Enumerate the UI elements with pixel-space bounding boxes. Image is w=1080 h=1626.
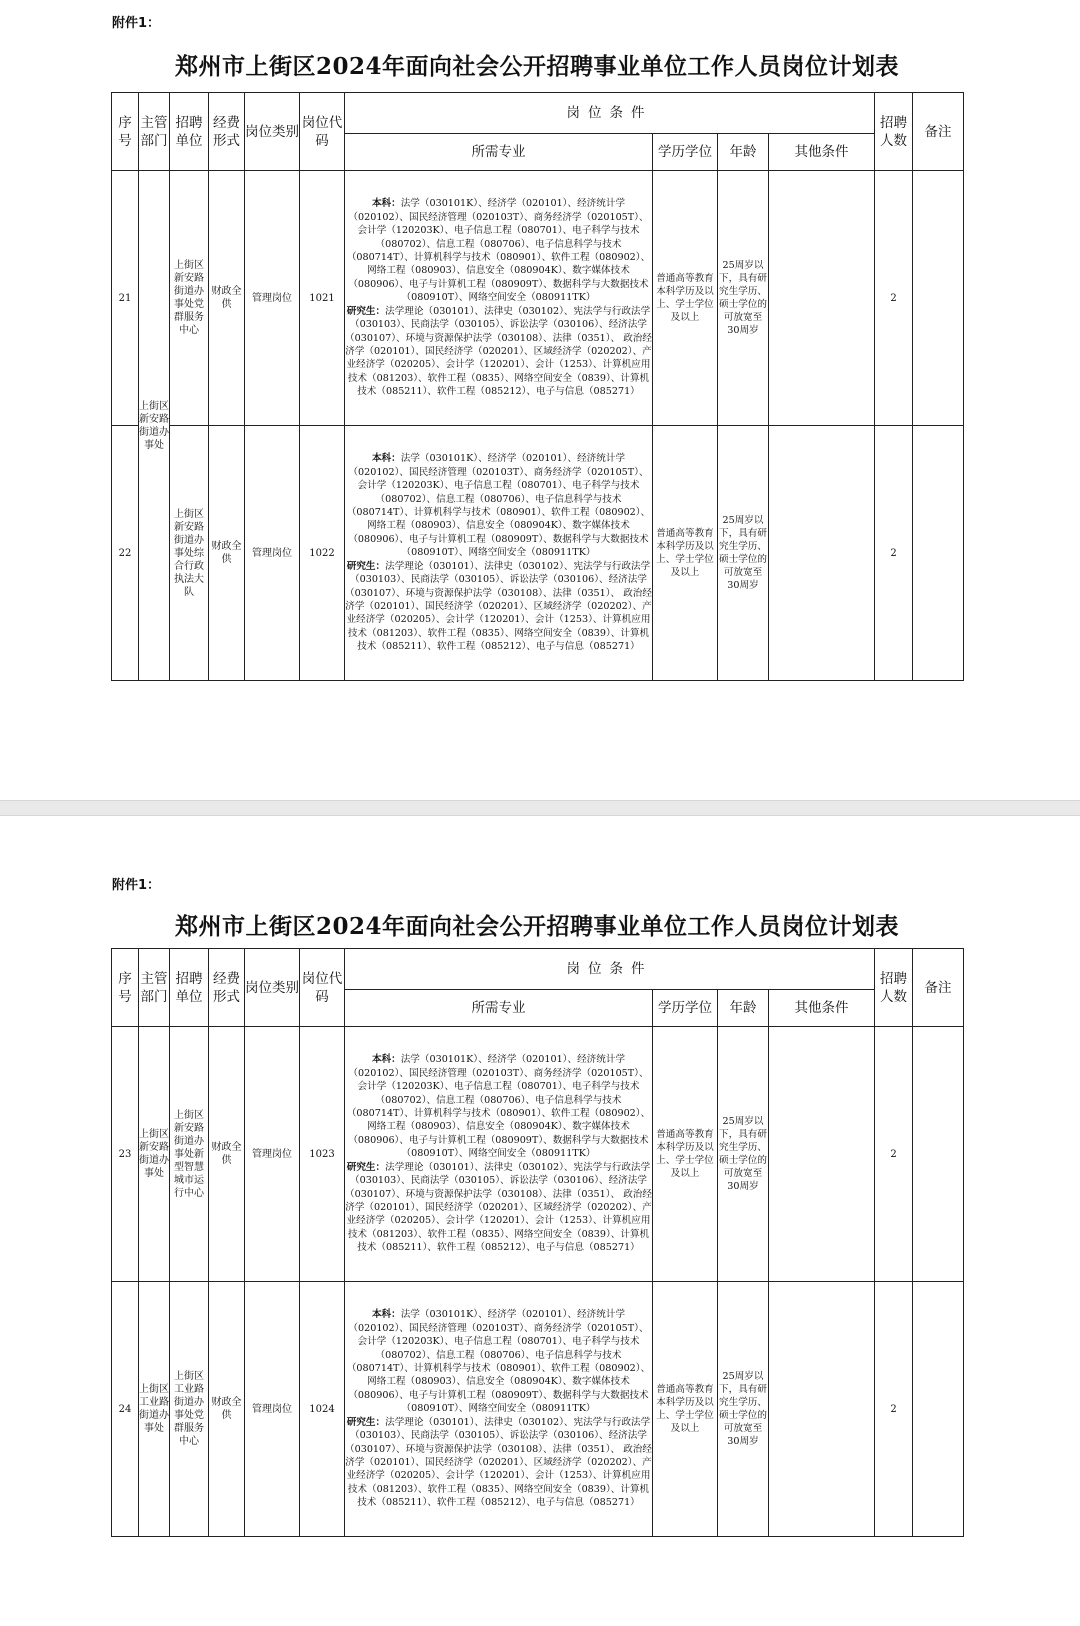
funding-cell: 财政全供 [209, 1282, 245, 1537]
table-row [112, 1282, 964, 1537]
header-age: 年龄 [718, 990, 769, 1027]
bachelor-majors: 法学（030101K）、经济学（020101）、经济统计学（020102）、国民经济管理（020103T）、商务经济学（020105T）、会计学（120203K）、电子信息工程（080701）、电子科学与技术（080702）、信息工程（080706）、电子信息科学与技术（080714T）、计算机科学与技术（080901）、软件工程（080902）、网络工程（080903）、信息安全（080904K）、数字媒体技术（080906）、电子与计算机工程（080909T）、数据科学与大数据技术（080910T）、网络空间安全（080911TK） [346, 198, 651, 304]
dept-cell: 上街区新安路街道办事处 [139, 1027, 170, 1282]
header-funding: 经费形式 [209, 949, 245, 1027]
education-cell: 普通高等教育本科学历及以上、学士学位及以上 [653, 426, 718, 681]
count-cell: 2 [875, 1282, 913, 1537]
graduate-label: 研究生： [346, 305, 386, 317]
graduate-label: 研究生： [346, 1416, 386, 1428]
graduate-label: 研究生： [346, 1161, 386, 1173]
header-dept: 主管部门 [139, 93, 170, 171]
document-page-2 [0, 816, 1080, 1626]
other-cell [769, 426, 875, 681]
funding-cell: 财政全供 [209, 426, 245, 681]
category-cell: 管理岗位 [245, 1027, 300, 1282]
code-cell: 1024 [300, 1282, 345, 1537]
age-cell: 25周岁以下，具有研究生学历、硕士学位的可放宽至30周岁 [718, 171, 769, 426]
header-funding: 经费形式 [209, 93, 245, 171]
table-row [112, 426, 964, 681]
header-age: 年龄 [718, 134, 769, 171]
header-other: 其他条件 [769, 134, 875, 171]
funding-cell: 财政全供 [209, 1027, 245, 1282]
other-cell [769, 1027, 875, 1282]
category-cell: 管理岗位 [245, 171, 300, 426]
header-education: 学历学位 [653, 990, 718, 1027]
remark-cell [913, 1027, 964, 1282]
unit-cell: 上街区新安路街道办事处综合行政执法大队 [170, 426, 209, 681]
header-major: 所需专业 [345, 134, 653, 171]
category-cell: 管理岗位 [245, 426, 300, 681]
other-cell [769, 1282, 875, 1537]
bachelor-majors: 法学（030101K）、经济学（020101）、经济统计学（020102）、国民经济管理（020103T）、商务经济学（020105T）、会计学（120203K）、电子信息工程（080701）、电子科学与技术（080702）、信息工程（080706）、电子信息科学与技术（080714T）、计算机科学与技术（080901）、软件工程（080902）、网络工程（080903）、信息安全（080904K）、数字媒体技术（080906）、电子与计算机工程（080909T）、数据科学与大数据技术（080910T）、网络空间安全（080911TK） [346, 1054, 651, 1160]
header-code: 岗位代码 [300, 949, 345, 1027]
plan-table [111, 948, 964, 1537]
education-cell: 普通高等教育本科学历及以上、学士学位及以上 [653, 1027, 718, 1282]
page-separator [0, 800, 1080, 816]
major-cell [345, 171, 653, 426]
header-remark: 备注 [913, 949, 964, 1027]
bachelor-label: 本科： [371, 1054, 401, 1066]
header-conditions: 岗位条件 [345, 949, 875, 990]
graduate-label: 研究生： [346, 560, 386, 572]
attachment-label: 附件1： [112, 878, 161, 893]
bachelor-label: 本科： [371, 453, 401, 465]
dept-cell: 上街区工业路街道办事处 [139, 1282, 170, 1537]
header-category: 岗位类别 [245, 93, 300, 171]
code-cell: 1021 [300, 171, 345, 426]
bachelor-label: 本科： [371, 1309, 401, 1321]
seq-cell: 21 [112, 171, 139, 426]
remark-cell [913, 171, 964, 426]
header-unit: 招聘单位 [170, 949, 209, 1027]
document-page-1 [0, 0, 1080, 800]
count-cell: 2 [875, 1027, 913, 1282]
major-cell [345, 426, 653, 681]
header-count: 招聘人数 [875, 949, 913, 1027]
table-row [112, 171, 964, 426]
other-cell [769, 171, 875, 426]
major-cell [345, 1027, 653, 1282]
header-major: 所需专业 [345, 990, 653, 1027]
code-cell: 1023 [300, 1027, 345, 1282]
header-category: 岗位类别 [245, 949, 300, 1027]
header-other: 其他条件 [769, 990, 875, 1027]
bachelor-majors: 法学（030101K）、经济学（020101）、经济统计学（020102）、国民经济管理（020103T）、商务经济学（020105T）、会计学（120203K）、电子信息工程（080701）、电子科学与技术（080702）、信息工程（080706）、电子信息科学与技术（080714T）、计算机科学与技术（080901）、软件工程（080902）、网络工程（080903）、信息安全（080904K）、数字媒体技术（080906）、电子与计算机工程（080909T）、数据科学与大数据技术（080910T）、网络空间安全（080911TK） [346, 1309, 651, 1415]
graduate-majors: 法学理论（030101）、法律史（030102）、宪法学与行政法学（030103）、民商法学（030105）、诉讼法学（030106）、经济法学（030107）、环境与资源保护法学（030108）、法律（0351）、 政治经济学（020101）、国民经济学（020201）、区域经济学（020202）、产业经济学（020205）、会计学（120201）、会计（1253）、计算机应用技术（081203）、软件工程（0835）、网络空间安全（0839）、计算机技术（085211）、软件工程（085212）、电子与信息（085271） [345, 1416, 652, 1509]
header-dept: 主管部门 [139, 949, 170, 1027]
count-cell: 2 [875, 426, 913, 681]
remark-cell [913, 426, 964, 681]
header-seq: 序号 [112, 949, 139, 1027]
code-cell: 1022 [300, 426, 345, 681]
unit-cell: 上街区工业路街道办事处党群服务中心 [170, 1282, 209, 1537]
header-unit: 招聘单位 [170, 93, 209, 171]
seq-cell: 24 [112, 1282, 139, 1537]
table-row [112, 1027, 964, 1282]
graduate-majors: 法学理论（030101）、法律史（030102）、宪法学与行政法学（030103）、民商法学（030105）、诉讼法学（030106）、经济法学（030107）、环境与资源保护法学（030108）、法律（0351）、 政治经济学（020101）、国民经济学（020201）、区域经济学（020202）、产业经济学（020205）、会计学（120201）、会计（1253）、计算机应用技术（081203）、软件工程（0835）、网络空间安全（0839）、计算机技术（085211）、软件工程（085212）、电子与信息（085271） [345, 305, 652, 398]
graduate-majors: 法学理论（030101）、法律史（030102）、宪法学与行政法学（030103）、民商法学（030105）、诉讼法学（030106）、经济法学（030107）、环境与资源保护法学（030108）、法律（0351）、 政治经济学（020101）、国民经济学（020201）、区域经济学（020202）、产业经济学（020205）、会计学（120201）、会计（1253）、计算机应用技术（081203）、软件工程（0835）、网络空间安全（0839）、计算机技术（085211）、软件工程（085212）、电子与信息（085271） [345, 1161, 652, 1254]
dept-cell: 上街区新安路街道办事处 [139, 171, 170, 681]
header-remark: 备注 [913, 93, 964, 171]
header-education: 学历学位 [653, 134, 718, 171]
age-cell: 25周岁以下，具有研究生学历、硕士学位的可放宽至30周岁 [718, 1027, 769, 1282]
header-code: 岗位代码 [300, 93, 345, 171]
age-cell: 25周岁以下，具有研究生学历、硕士学位的可放宽至30周岁 [718, 1282, 769, 1537]
unit-cell: 上街区新安路街道办事处党群服务中心 [170, 171, 209, 426]
attachment-label: 附件1： [112, 16, 161, 31]
seq-cell: 23 [112, 1027, 139, 1282]
page-title: 郑州市上街区2024年面向社会公开招聘事业单位工作人员岗位计划表 [174, 53, 899, 80]
plan-table [111, 92, 964, 681]
graduate-majors: 法学理论（030101）、法律史（030102）、宪法学与行政法学（030103）、民商法学（030105）、诉讼法学（030106）、经济法学（030107）、环境与资源保护法学（030108）、法律（0351）、 政治经济学（020101）、国民经济学（020201）、区域经济学（020202）、产业经济学（020205）、会计学（120201）、会计（1253）、计算机应用技术（081203）、软件工程（0835）、网络空间安全（0839）、计算机技术（085211）、软件工程（085212）、电子与信息（085271） [345, 560, 652, 653]
age-cell: 25周岁以下，具有研究生学历、硕士学位的可放宽至30周岁 [718, 426, 769, 681]
major-cell [345, 1282, 653, 1537]
header-count: 招聘人数 [875, 93, 913, 171]
unit-cell: 上街区新安路街道办事处新型智慧城市运行中心 [170, 1027, 209, 1282]
funding-cell: 财政全供 [209, 171, 245, 426]
header-seq: 序号 [112, 93, 139, 171]
header-conditions: 岗位条件 [345, 93, 875, 134]
category-cell: 管理岗位 [245, 1282, 300, 1537]
bachelor-label: 本科： [371, 198, 401, 210]
seq-cell: 22 [112, 426, 139, 681]
remark-cell [913, 1282, 964, 1537]
page-title: 郑州市上街区2024年面向社会公开招聘事业单位工作人员岗位计划表 [174, 913, 899, 940]
bachelor-majors: 法学（030101K）、经济学（020101）、经济统计学（020102）、国民经济管理（020103T）、商务经济学（020105T）、会计学（120203K）、电子信息工程（080701）、电子科学与技术（080702）、信息工程（080706）、电子信息科学与技术（080714T）、计算机科学与技术（080901）、软件工程（080902）、网络工程（080903）、信息安全（080904K）、数字媒体技术（080906）、电子与计算机工程（080909T）、数据科学与大数据技术（080910T）、网络空间安全（080911TK） [346, 453, 651, 559]
education-cell: 普通高等教育本科学历及以上、学士学位及以上 [653, 1282, 718, 1537]
education-cell: 普通高等教育本科学历及以上、学士学位及以上 [653, 171, 718, 426]
count-cell: 2 [875, 171, 913, 426]
